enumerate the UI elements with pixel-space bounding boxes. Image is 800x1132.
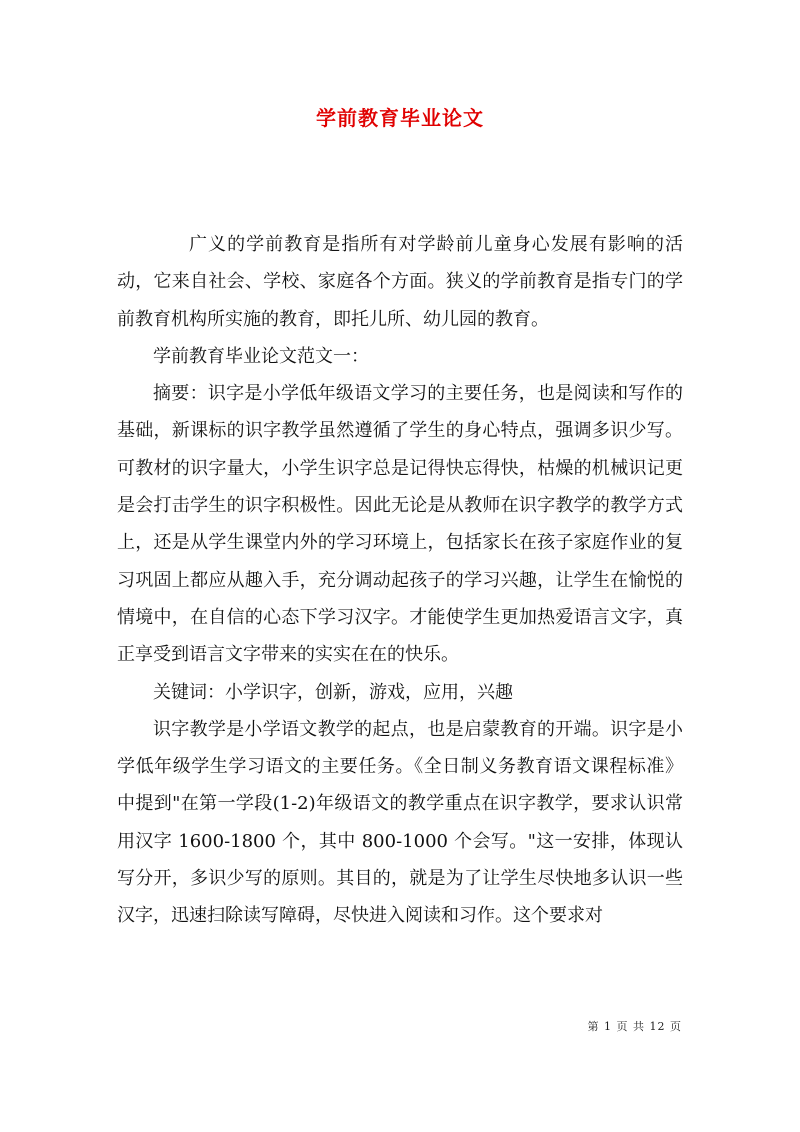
keywords-paragraph: 关键词：小学识字，创新，游戏，应用，兴趣 — [153, 681, 513, 703]
document-title: 学前教育毕业论文 — [316, 106, 484, 130]
sample-heading: 学前教育毕业论文范文一： — [153, 345, 369, 367]
document-body — [117, 226, 683, 935]
intro-paragraph: 广义的学前教育是指所有对学龄前儿童身心发展有影响的活动，它来自社会、学校、家庭各个方面。狭义的学前教育是指专门的学前教育机构所实施的教育，即托儿所、幼儿园的教育。 — [117, 234, 683, 330]
abstract-paragraph: 摘要：识字是小学低年级语文学习的主要任务，也是阅读和写作的基础，新课标的识字教学虽然遵循了学生的身心特点，强调多识少写。可教材的识字量大，小学生识字总是记得快忘得快，枯燥的机械识记更是会打击学生的识字积极性。因此无论是从教师在识字教学的教学方式上，还是从学生课堂内外的学习环境上，包括家长在孩子家庭作业的复习巩固上都应从趣入手，充分调动起孩子的学习兴趣，让学生在愉悦的情境中，在自信的心态下学习汉字。才能使学生更加热爱语言文字，真正享受到语言文字带来的实实在在的快乐。 — [117, 383, 683, 666]
page-number: 第 1 页 共 12 页 — [587, 1020, 682, 1033]
body-paragraph: 识字教学是小学语文教学的起点，也是启蒙教育的开端。识字是小学低年级学生学习语文的主要任务。《全日制义务教育语文课程标准》中提到"在第一学段(1-2)年级语文的教学重点在识字教学，要求认识常用汉字 1600-1800 个，其中 800-1000 个会写。"这一安排，体现认写分开，多识少写的原则。其目的，就是为了让学生尽快地多认识一些汉字，迅速扫除读写障碍，尽快进入阅读和习作。这个要求对 — [117, 718, 683, 927]
